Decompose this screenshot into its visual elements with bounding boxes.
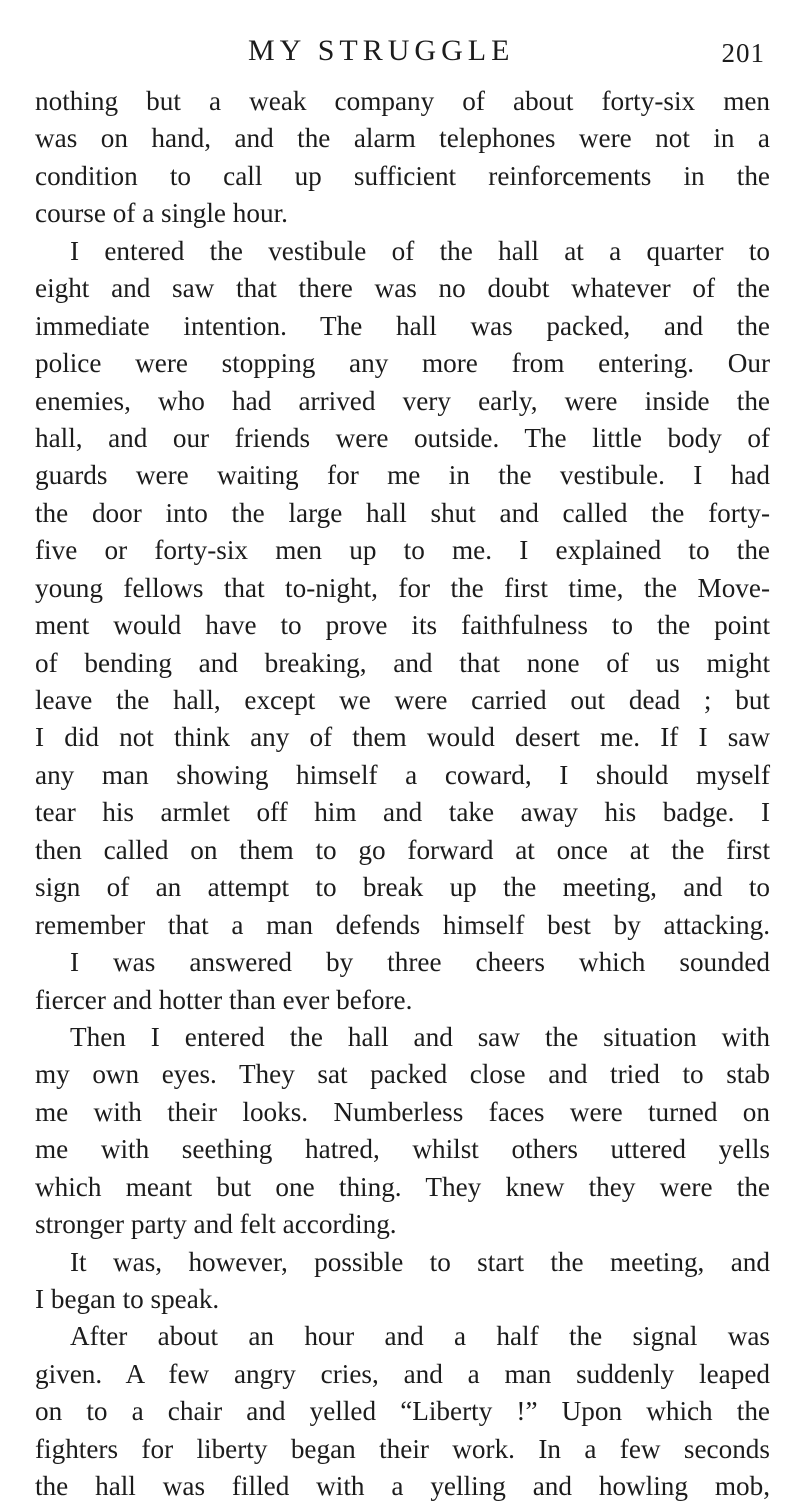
running-title: MY STRUGGLE — [248, 34, 515, 67]
text-line: leave the hall, except we were carried out dead ; but — [35, 685, 770, 715]
text-line: condition to call up sufficient reinforcements in the — [35, 160, 770, 191]
text-line: me with their looks. Numberless faces were turned on — [35, 1096, 770, 1127]
text-line: I began to speak. — [35, 1284, 220, 1314]
text-line: was on hand, and the alarm telephones were not in a — [35, 123, 770, 154]
text-line: fiercer and hotter than ever before. — [35, 984, 413, 1015]
text-line: on to a chair and yelled “Liberty !” Upon which the — [35, 1396, 770, 1427]
text-line: me with seething hatred, whilst others uttered yells — [35, 1134, 770, 1165]
text-line: stronger party and felt according. — [35, 1209, 397, 1240]
text-line: hall, and our friends were outside. The little body of — [35, 422, 770, 453]
text-line: fighters for liberty began their work. In a few seconds — [35, 1433, 770, 1464]
text-line: immediate intention. The hall was packed, and the — [35, 310, 770, 341]
text-line: Then I entered the hall and saw the situation with — [70, 1021, 770, 1052]
text-line: eight and saw that there was no doubt whatever of the — [35, 273, 770, 304]
text-line: guards were waiting for me in the vestibule. I had — [35, 460, 770, 491]
body-text — [35, 83, 770, 1506]
text-line: the hall was filled with a yelling and howling mob, — [35, 1471, 770, 1502]
text-line: remember that a man defends himself best by attacking. — [35, 909, 770, 940]
text-line: I did not think any of them would desert me. If I saw — [35, 722, 770, 753]
text-line: course of a single hour. — [35, 198, 288, 229]
text-line: nothing but a weak company of about forty-six men — [35, 86, 770, 116]
text-line: my own eyes. They sat packed close and tried to stab — [35, 1059, 770, 1090]
text-line: young fellows that to-night, for the first time, the Move- — [35, 572, 770, 603]
text-line: any man showing himself a coward, I should myself — [35, 759, 770, 790]
text-line: then called on them to go forward at once at the first — [35, 834, 770, 865]
text-line: ment would have to prove its faithfulness to the point — [35, 610, 770, 641]
text-line: the door into the large hall shut and called the forty- — [35, 497, 770, 528]
page-number: 201 — [721, 38, 765, 68]
text-line: tear his armlet off him and take away his badge. I — [35, 797, 770, 828]
text-line: I entered the vestibule of the hall at a quarter to — [70, 235, 770, 266]
running-head — [0, 33, 800, 69]
text-line: It was, however, possible to start the meeting, and — [70, 1246, 770, 1277]
text-line: After about an hour and a half the signal was — [70, 1321, 770, 1352]
text-line: I was answered by three cheers which sounded — [70, 947, 770, 978]
text-line: which meant but one thing. They knew they were the — [35, 1171, 770, 1202]
text-line: sign of an attempt to break up the meeting, and to — [35, 872, 770, 903]
text-line: police were stopping any more from entering. Our — [35, 348, 770, 379]
text-line: of bending and breaking, and that none of us might — [35, 647, 770, 678]
text-line: given. A few angry cries, and a man suddenly leaped — [35, 1358, 770, 1389]
text-line: enemies, who had arrived very early, were inside the — [35, 385, 770, 416]
text-line: five or forty-six men up to me. I explained to the — [35, 535, 770, 566]
